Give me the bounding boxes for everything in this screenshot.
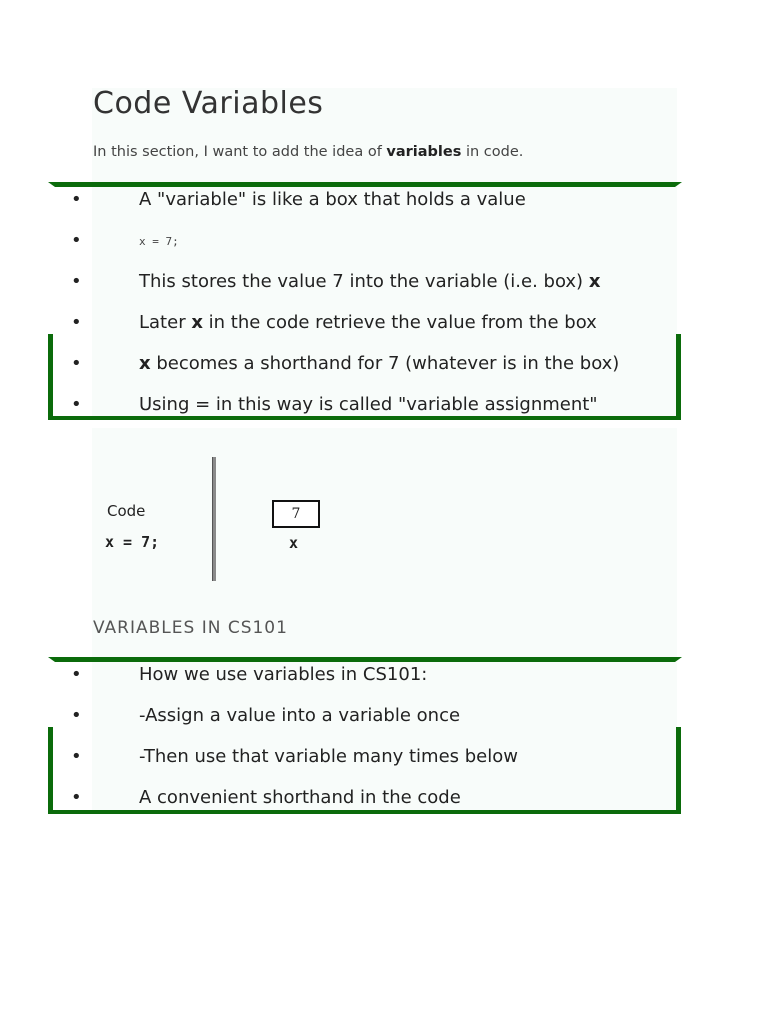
list-item: • x = 7; [0,228,768,269]
bullet-list-cs101 [0,662,768,826]
list-item: • Later x in the code retrieve the value from the box [71,312,597,333]
variable-name: x [289,534,299,552]
list-item: • -Assign a value into a variable once [71,705,461,726]
list-item: • This stores the value 7 into the variable (i.e. box) x [71,271,601,292]
diagram-divider [212,457,216,581]
page-title: Code Variables [93,86,324,121]
list-item: • A convenient shorthand in the code [71,787,461,808]
variable-box-diagram [92,455,327,585]
list-item: • -Then use that variable many times below [71,746,518,767]
list-item: • Using = in this way is called "variable assignment" [71,394,598,415]
list-item: • A "variable" is like a box that holds a value [71,189,526,210]
diagram-code-label: Code [107,502,146,520]
list-item: • x becomes a shorthand for 7 (whatever is in the box) [71,353,620,374]
intro-text: In this section, I want to add the idea of variables in code. [93,144,524,160]
diagram-code: x = 7; [105,533,160,551]
variable-box: 7 [272,500,320,528]
section-heading: VARIABLES IN CS101 [93,618,288,638]
list-item: • How we use variables in CS101: [71,664,428,685]
bullet-list-variables [0,187,768,433]
code-snippet: x = 7; [139,235,179,248]
